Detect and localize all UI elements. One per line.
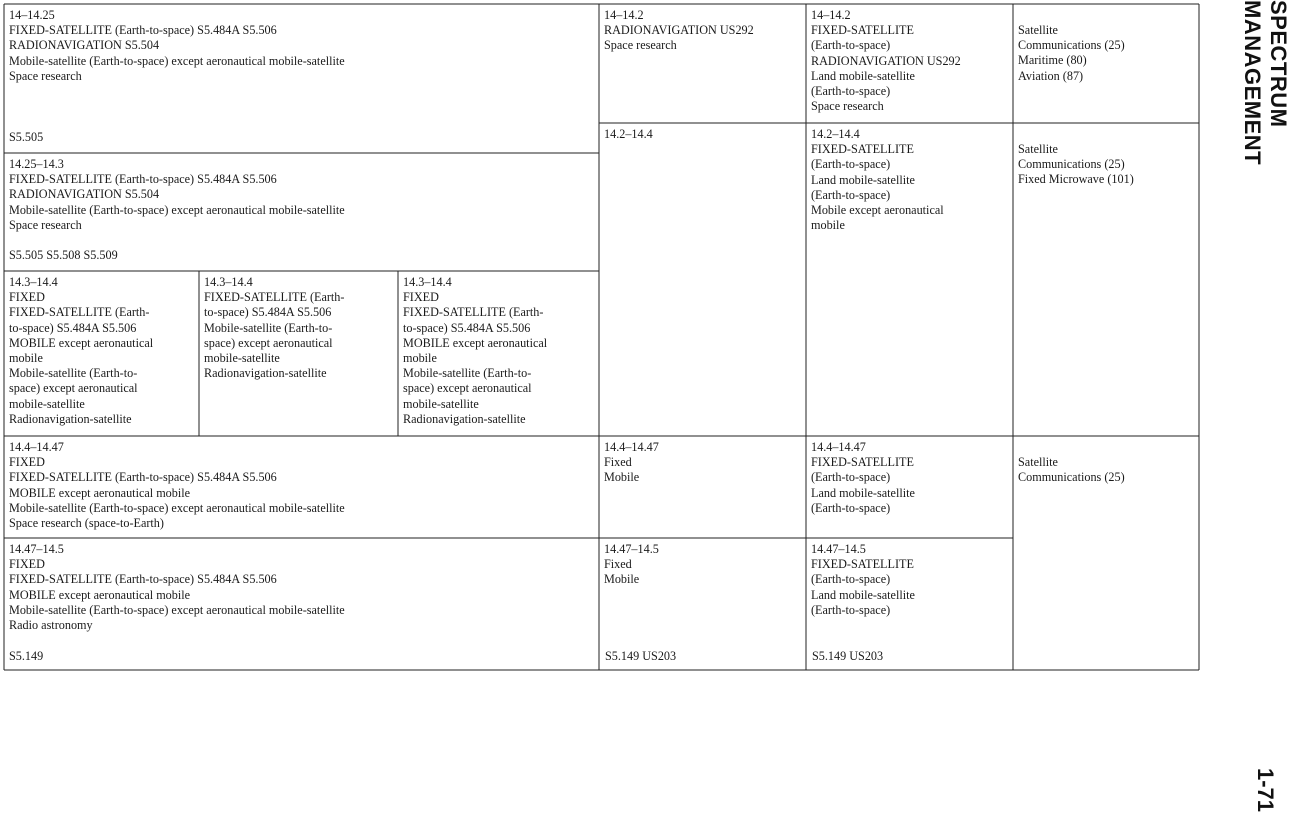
cell-line: (Earth-to-space) bbox=[811, 500, 891, 515]
cell-line: 14.2–14.4 bbox=[811, 127, 860, 141]
cell-line: FIXED bbox=[9, 290, 45, 305]
cell-line: FIXED bbox=[403, 290, 439, 305]
cell-line: Communications (25) bbox=[1018, 38, 1125, 53]
cell-line: RADIONAVIGATION S5.504 bbox=[9, 38, 160, 53]
region1-14-3-14-4-cell bbox=[4, 271, 199, 436]
cell-line: FIXED-SATELLITE bbox=[811, 142, 914, 157]
rules-14-2-14-4-cell bbox=[1013, 123, 1199, 436]
cell-line: space) except aeronautical bbox=[9, 381, 138, 396]
cell-line: mobile bbox=[811, 218, 845, 233]
cell-line: MOBILE except aeronautical bbox=[403, 335, 548, 350]
cell-line: FIXED bbox=[9, 455, 45, 470]
intl-14-4-14-47-cell bbox=[4, 436, 599, 538]
cell-line: mobile bbox=[9, 351, 43, 366]
region3-14-3-14-4-cell bbox=[398, 271, 599, 436]
cell-line: FIXED-SATELLITE (Earth-to-space) S5.484A S5.506 bbox=[9, 572, 277, 587]
cell-line: Mobile bbox=[604, 572, 640, 587]
nonfed-14-47-14-5-footnote: S5.149 US203 bbox=[812, 649, 884, 663]
cell-line: 14.47–14.5 bbox=[9, 542, 64, 556]
cell-line: FIXED-SATELLITE (Earth-to-space) S5.484A S5.506 bbox=[9, 172, 277, 187]
cell-line bbox=[9, 233, 595, 248]
fed-14-4-14-47-cell bbox=[599, 436, 806, 538]
running-head-title: SPECTRUM MANAGEMENT bbox=[1240, 0, 1291, 166]
cell-line: FIXED-SATELLITE (Earth-to-space) S5.484A S5.506 bbox=[9, 470, 277, 485]
cell-line: 14–14.25 bbox=[9, 8, 55, 22]
cell-line: mobile bbox=[403, 351, 437, 366]
cell-line: Land mobile-satellite bbox=[811, 172, 915, 187]
cell-line: FIXED-SATELLITE bbox=[811, 557, 914, 572]
cell-line: Space research bbox=[811, 99, 884, 114]
cell-line: S5.505 S5.508 S5.509 bbox=[9, 248, 118, 263]
cell-line: Mobile-satellite (Earth-to- bbox=[403, 366, 532, 381]
cell-line: (Earth-to-space) bbox=[811, 157, 891, 172]
cell-line: Fixed Microwave (101) bbox=[1018, 172, 1134, 187]
cell-line: RADIONAVIGATION S5.504 bbox=[9, 187, 160, 202]
cell-line: FIXED bbox=[9, 557, 45, 572]
cell-line: Mobile-satellite (Earth-to-space) except aeronautical mobile-satellite bbox=[9, 602, 345, 617]
cell-line: Mobile-satellite (Earth-to- bbox=[204, 320, 333, 335]
cell-line: (Earth-to-space) bbox=[811, 602, 891, 617]
cell-line: FIXED-SATELLITE (Earth- bbox=[403, 305, 544, 320]
cell-line: Mobile-satellite (Earth-to-space) except aeronautical mobile-satellite bbox=[9, 500, 345, 515]
cell-line: to-space) S5.484A S5.506 bbox=[204, 305, 332, 320]
cell-line: mobile-satellite bbox=[403, 396, 479, 411]
cell-line: Radionavigation-satellite bbox=[9, 411, 132, 426]
cell-line: to-space) S5.484A S5.506 bbox=[9, 320, 137, 335]
intl-14-25-14-3-cell bbox=[4, 153, 599, 271]
cell-line: 14.3–14.4 bbox=[9, 275, 58, 289]
cell-line: space) except aeronautical bbox=[204, 335, 333, 350]
cell-line: Space research bbox=[9, 68, 82, 83]
cell-line: 14.3–14.4 bbox=[204, 275, 253, 289]
cell-line: Communications (25) bbox=[1018, 470, 1125, 485]
cell-line: Fixed bbox=[604, 557, 632, 572]
rules-14-14-2-cell bbox=[1013, 4, 1199, 123]
cell-line: to-space) S5.484A S5.506 bbox=[403, 320, 531, 335]
cell-line: Radionavigation-satellite bbox=[204, 366, 327, 381]
cell-line: 14.4–14.47 bbox=[811, 440, 866, 454]
cell-line: Maritime (80) bbox=[1018, 53, 1087, 68]
cell-line: space) except aeronautical bbox=[403, 381, 532, 396]
cell-line: Communications (25) bbox=[1018, 157, 1125, 172]
cell-line: (Earth-to-space) bbox=[811, 38, 891, 53]
cell-line: 14.4–14.47 bbox=[9, 440, 64, 454]
cell-line: FIXED-SATELLITE bbox=[811, 455, 914, 470]
region2-14-3-14-4-cell bbox=[199, 271, 398, 436]
cell-line: mobile-satellite bbox=[9, 396, 85, 411]
fed-14-14-2-cell bbox=[599, 4, 806, 123]
cell-line: FIXED-SATELLITE (Earth- bbox=[204, 290, 345, 305]
cell-line: Land mobile-satellite bbox=[811, 485, 915, 500]
nonfed-14-2-14-4-cell bbox=[806, 123, 1013, 436]
cell-line: mobile-satellite bbox=[204, 351, 280, 366]
fed-14-47-14-5-footnote: S5.149 US203 bbox=[605, 649, 677, 663]
cell-line: Fixed bbox=[604, 455, 632, 470]
cell-line: Satellite bbox=[1018, 455, 1058, 469]
cell-line: FIXED-SATELLITE (Earth-to-space) S5.484A S5.506 bbox=[9, 23, 277, 38]
page-number: 1-71 bbox=[1253, 768, 1278, 813]
cell-line: Space research bbox=[604, 38, 677, 53]
rules-14-4-14-5-cell bbox=[1013, 436, 1199, 670]
cell-line: MOBILE except aeronautical bbox=[9, 335, 154, 350]
cell-line: FIXED-SATELLITE (Earth- bbox=[9, 305, 150, 320]
cell-line: Aviation (87) bbox=[1018, 68, 1084, 83]
cell-line: Land mobile-satellite bbox=[811, 587, 915, 602]
cell-line: RADIONAVIGATION US292 bbox=[604, 23, 754, 38]
cell-line: 14.47–14.5 bbox=[604, 542, 659, 556]
cell-line: 14.2–14.4 bbox=[604, 127, 653, 141]
cell-line: Satellite bbox=[1018, 23, 1058, 37]
cell-line: Radio astronomy bbox=[9, 618, 93, 633]
cell-line: Space research (space-to-Earth) bbox=[9, 516, 164, 531]
cell-line: FIXED-SATELLITE bbox=[811, 23, 914, 38]
cell-line: 14.4–14.47 bbox=[604, 440, 659, 454]
intl-14-47-14-5-cell bbox=[4, 538, 599, 670]
intl-14-14-25-cell bbox=[4, 4, 599, 153]
cell-line: Satellite bbox=[1018, 142, 1058, 156]
cell-line: 14.25–14.3 bbox=[9, 157, 64, 171]
cell-line: (Earth-to-space) bbox=[811, 84, 891, 99]
intl-14-14-25-footnote: S5.505 bbox=[9, 130, 44, 144]
cell-line: Mobile-satellite (Earth-to-space) except aeronautical mobile-satellite bbox=[9, 53, 345, 68]
fed-14-2-14-4-cell bbox=[599, 123, 806, 436]
cell-line: Mobile-satellite (Earth-to- bbox=[9, 366, 138, 381]
cell-line: MOBILE except aeronautical mobile bbox=[9, 587, 191, 602]
cell-line: Land mobile-satellite bbox=[811, 68, 915, 83]
cell-line: Radionavigation-satellite bbox=[403, 411, 526, 426]
cell-line: MOBILE except aeronautical mobile bbox=[9, 485, 191, 500]
cell-line: 14–14.2 bbox=[811, 8, 851, 22]
cell-line: Mobile bbox=[604, 470, 640, 485]
cell-line: 14–14.2 bbox=[604, 8, 644, 22]
nonfed-14-14-2-cell bbox=[806, 4, 1013, 123]
nonfed-14-4-14-47-cell bbox=[806, 436, 1013, 538]
cell-line: (Earth-to-space) bbox=[811, 572, 891, 587]
cell-line: (Earth-to-space) bbox=[811, 470, 891, 485]
cell-line: 14.47–14.5 bbox=[811, 542, 866, 556]
cell-line: Mobile except aeronautical bbox=[811, 203, 944, 218]
cell-line: (Earth-to-space) bbox=[811, 187, 891, 202]
cell-line: 14.3–14.4 bbox=[403, 275, 452, 289]
intl-14-47-14-5-footnote: S5.149 bbox=[9, 649, 44, 663]
cell-line: Mobile-satellite (Earth-to-space) except aeronautical mobile-satellite bbox=[9, 202, 345, 217]
cell-line: RADIONAVIGATION US292 bbox=[811, 53, 961, 68]
cell-line: Space research bbox=[9, 217, 82, 232]
